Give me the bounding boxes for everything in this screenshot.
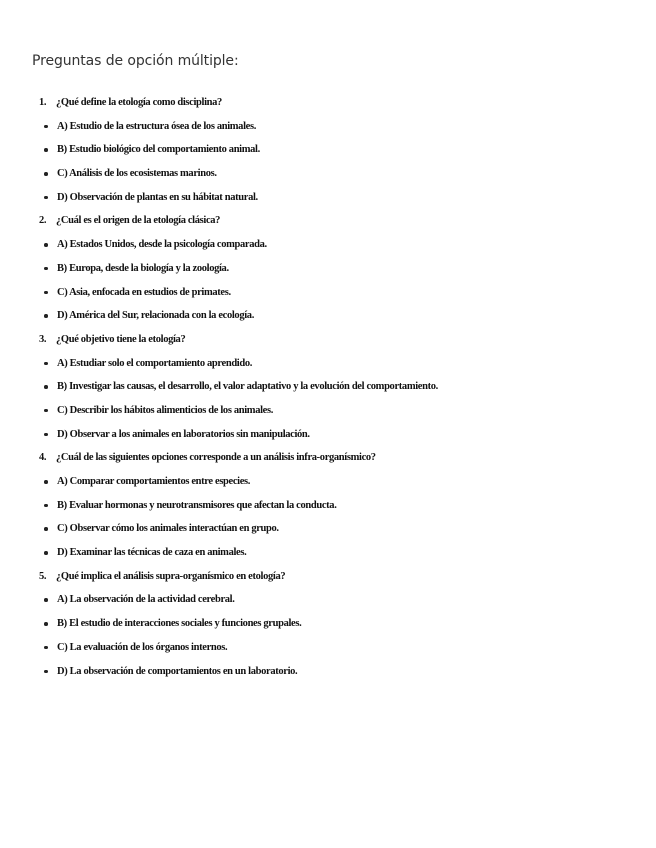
answer-option (0, 375, 656, 399)
answer-option (0, 423, 656, 447)
bullet-icon (44, 385, 48, 389)
answer-option (0, 660, 656, 684)
bullet-icon (44, 148, 48, 152)
answer-option (0, 162, 656, 186)
question-text: ¿Qué implica el análisis supra-organísmico en etología? (56, 570, 286, 582)
answer-option-text: B) Europa, desde la biología y la zoología. (57, 262, 229, 274)
answer-option-text: A) Estados Unidos, desde la psicología comparada. (57, 239, 267, 251)
answer-option-text: A) Estudiar solo el comportamiento aprendido. (57, 357, 253, 369)
question-block (0, 328, 656, 446)
answer-option (0, 281, 656, 305)
bullet-icon (44, 504, 48, 508)
bullet-icon (44, 433, 48, 437)
answer-option (0, 115, 656, 139)
question-number: 2. (39, 215, 47, 227)
question (0, 209, 656, 233)
answer-option-text: D) Observación de plantas en su hábitat natural. (57, 191, 258, 203)
question-number: 5. (39, 570, 47, 582)
answer-option (0, 517, 656, 541)
bullet-icon (44, 125, 48, 129)
bullet-icon (44, 267, 48, 271)
answer-option (0, 612, 656, 636)
answer-option (0, 588, 656, 612)
question-number: 1. (39, 97, 47, 108)
answer-option (0, 470, 656, 494)
answer-option (0, 257, 656, 281)
answer-option (0, 494, 656, 518)
question-text: ¿Qué define la etología como disciplina? (56, 97, 222, 108)
bullet-icon (44, 172, 48, 176)
question-number: 3. (39, 333, 47, 345)
question-text: ¿Qué objetivo tiene la etología? (56, 333, 186, 345)
bullet-icon (44, 670, 48, 674)
answer-option (0, 304, 656, 328)
bullet-icon (44, 622, 48, 626)
document-title: Preguntas de opción múltiple: (32, 53, 239, 69)
answer-option-text: A) Comparar comportamientos entre especies. (57, 476, 251, 487)
question-block (0, 446, 656, 564)
question-block (0, 565, 656, 683)
answer-option-text: C) Observar cómo los animales interactúan en grupo. (57, 523, 279, 535)
question-number: 4. (39, 452, 47, 464)
bullet-icon (44, 196, 48, 200)
question-text: ¿Cuál de las siguientes opciones corresponde a un análisis infra-organísmico? (56, 452, 376, 464)
answer-option (0, 541, 656, 565)
answer-option-text: D) La observación de comportamientos en un laboratorio. (57, 665, 298, 677)
answer-option-text: D) América del Sur, relacionada con la ecología. (57, 310, 254, 322)
bullet-icon (44, 314, 48, 318)
bullet-icon (44, 551, 48, 555)
answer-option-text: C) Análisis de los ecosistemas marinos. (57, 168, 217, 180)
answer-option (0, 233, 656, 257)
question (0, 91, 656, 115)
bullet-icon (44, 598, 48, 602)
answer-option-text: C) La evaluación de los órganos internos. (57, 641, 228, 653)
bullet-icon (44, 362, 48, 366)
question (0, 328, 656, 352)
question-text: ¿Cuál es el origen de la etología clásica? (56, 215, 221, 227)
bullet-icon (44, 291, 48, 295)
question (0, 565, 656, 589)
answer-option (0, 399, 656, 423)
answer-option-text: B) Estudio biológico del comportamiento animal. (57, 144, 260, 156)
answer-option-text: C) Asia, enfocada en estudios de primates. (57, 286, 231, 298)
answer-option (0, 186, 656, 210)
answer-option-text: A) La observación de la actividad cerebral. (57, 594, 235, 606)
question (0, 446, 656, 470)
answer-option-text: C) Describir los hábitos alimenticios de los animales. (57, 404, 273, 416)
answer-option-text: D) Observar a los animales en laboratorios sin manipulación. (57, 428, 310, 440)
bullet-icon (44, 243, 48, 247)
bullet-icon (44, 480, 48, 484)
answer-option (0, 352, 656, 376)
question-block (0, 91, 656, 209)
bullet-icon (44, 409, 48, 413)
question-list (0, 91, 656, 683)
answer-option (0, 138, 656, 162)
answer-option-text: B) Evaluar hormonas y neurotransmisores que afectan la conducta. (57, 499, 337, 511)
answer-option-text: D) Examinar las técnicas de caza en animales. (57, 547, 247, 559)
answer-option-text: B) El estudio de interacciones sociales y funciones grupales. (57, 618, 302, 630)
bullet-icon (44, 646, 48, 650)
answer-option (0, 636, 656, 660)
question-block (0, 209, 656, 327)
answer-option-text: B) Investigar las causas, el desarrollo, el valor adaptativo y la evolución del comportamiento. (57, 381, 438, 393)
answer-option-text: A) Estudio de la estructura ósea de los animales. (57, 120, 256, 132)
bullet-icon (44, 527, 48, 531)
